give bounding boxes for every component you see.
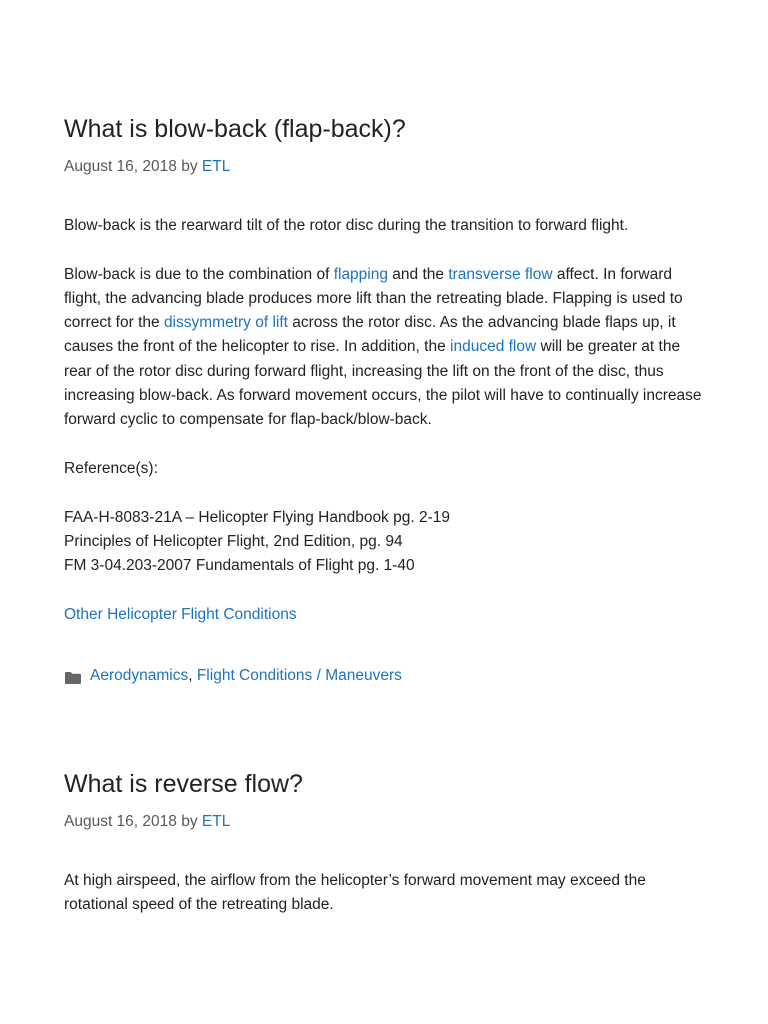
post-content bbox=[64, 214, 710, 627]
dissymmetry-of-lift-link[interactable]: dissymmetry of lift bbox=[163, 314, 288, 332]
other-conditions-link[interactable]: Other Helicopter Flight Conditions bbox=[64, 605, 297, 623]
post-meta bbox=[64, 157, 230, 177]
post-categories bbox=[64, 664, 402, 688]
text: across the rotor disc. As the advancing blade flaps up, it causes the front of the helicopter to rise. In addition, the bbox=[64, 314, 676, 356]
folder-icon bbox=[64, 669, 82, 683]
paragraph: Blow-back is the rearward tilt of the rotor disc during the transition to forward flight. bbox=[64, 217, 629, 234]
category-separator: , bbox=[188, 667, 197, 684]
text: and the bbox=[387, 265, 449, 283]
post-meta bbox=[64, 812, 230, 832]
post-by: by bbox=[181, 158, 198, 175]
post-date: August 16, 2018 bbox=[64, 813, 177, 830]
text: Blow-back is due to the combination of bbox=[64, 265, 334, 283]
flapping-link[interactable]: flapping bbox=[333, 265, 388, 283]
paragraph bbox=[64, 603, 710, 627]
reference-item: FM 3-04.203-2007 Fundamentals of Flight pg. 1-40 bbox=[64, 557, 415, 575]
post-title-link[interactable]: What is blow-back (flap-back)? bbox=[64, 115, 406, 143]
induced-flow-link[interactable]: induced flow bbox=[450, 338, 537, 356]
category-link-aerodynamics[interactable]: Aerodynamics bbox=[90, 667, 189, 684]
category-link-flight-conditions[interactable]: Flight Conditions / Maneuvers bbox=[196, 667, 402, 684]
post-title-link[interactable]: What is reverse flow? bbox=[64, 770, 303, 798]
reference-item: Principles of Helicopter Flight, 2nd Edition, pg. 94 bbox=[64, 532, 403, 550]
reference-list bbox=[64, 506, 710, 579]
post-by: by bbox=[181, 813, 198, 830]
transverse-flow-link[interactable]: transverse flow bbox=[448, 265, 553, 283]
reference-item: FAA-H-8083-21A – Helicopter Flying Handbook pg. 2-19 bbox=[64, 508, 450, 526]
paragraph bbox=[64, 263, 710, 433]
author-link[interactable]: ETL bbox=[201, 813, 231, 830]
text: will be greater at the rear of the rotor disc during forward flight, increasing the lift on the front of the disc, thus increasing blow-back. As forward movement occurs, the pilot will have to continually increase forward cyclic to compensate for flap-back/blow-back. bbox=[64, 338, 702, 429]
references-label: Reference(s): bbox=[64, 459, 158, 477]
paragraph: At high airspeed, the airflow from the helicopter’s forward movement may exceed the rotational speed of the retreating blade. bbox=[64, 872, 646, 914]
text: affect. In forward flight, the advancing blade produces more lift than the retreating blade. Flapping is used to correct for the bbox=[64, 265, 683, 332]
author-link[interactable]: ETL bbox=[201, 158, 231, 175]
post-content bbox=[64, 869, 710, 918]
post-date: August 16, 2018 bbox=[64, 158, 177, 175]
